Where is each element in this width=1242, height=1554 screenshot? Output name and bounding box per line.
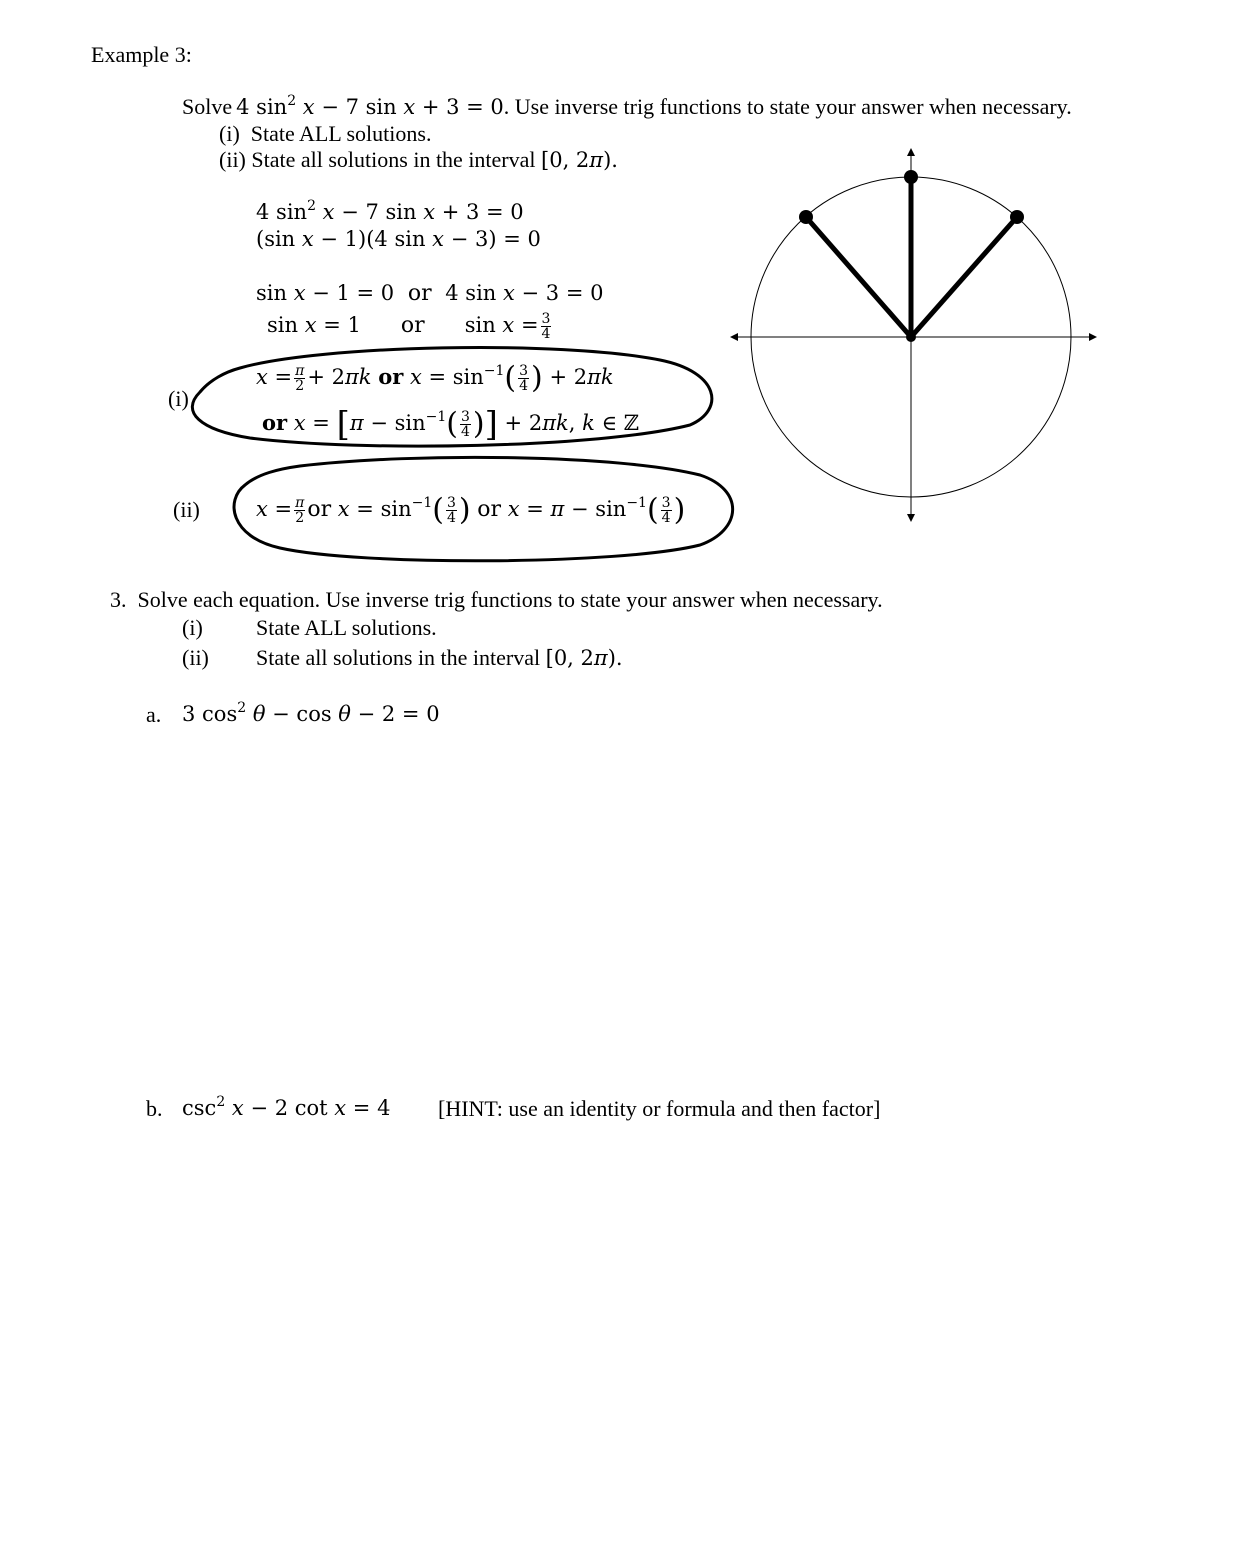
problem-a-label: a. xyxy=(146,702,162,727)
problem-3-part-i-text: State ALL solutions. xyxy=(256,615,437,640)
work-line-4: sin x = 1 or sin x = $\frac{3}{4}$ xyxy=(267,311,551,342)
main-equation: 4 $\sin^2 x - 7$ sin x + 3 = 0 xyxy=(236,93,504,119)
solve-word: Solve xyxy=(182,94,233,119)
answer-i-row-2: or $x = [\pi - \sin^{-1}$( $\frac{3}{4}$ )] + 2πk, k ∈ ℤ xyxy=(262,404,640,445)
problem-number: 3. xyxy=(110,587,127,612)
x-axis-right-arrow xyxy=(1089,333,1097,341)
unit-circle-diagram xyxy=(720,140,1120,540)
part-label: (ii) xyxy=(219,147,246,172)
answer-ii-ellipse xyxy=(234,457,733,560)
problem-b-label: b. xyxy=(146,1096,163,1121)
answer-ii-row: x = $\frac{\pi}{2}$ or $x = \sin^{-1}$( $\frac{3}{4}$ ) or $x = \pi - \sin^{-1}$( $\frac{3}{4}$ ) xyxy=(256,492,686,528)
answer-i-row-1: x = $\frac{\pi}{2}$ + 2πk or $x = \sin^{-1}$( $\frac{3}{4}$ ) + 2πk xyxy=(256,360,614,396)
example-heading: Example 3: xyxy=(91,42,192,67)
point-left xyxy=(799,210,813,224)
problem-3-heading xyxy=(110,587,883,613)
problem-a-equation: 3 $\cos^2 \theta - \cos \theta - 2 = 0$ xyxy=(182,700,440,726)
answer-i-label: (i) xyxy=(168,386,189,411)
point-right xyxy=(1010,210,1024,224)
radius-arcsin-right xyxy=(911,217,1017,337)
problem-b-hint: [HINT: use an identity or formula and then factor] xyxy=(438,1096,881,1121)
origin-point xyxy=(906,332,916,342)
problem-b-equation: $\csc^2 x - 2$ cot x = 4 xyxy=(182,1094,391,1120)
fraction-numerator: 3 xyxy=(541,311,551,327)
y-axis-down-arrow xyxy=(907,514,915,522)
part-label: (i) xyxy=(219,121,240,146)
problem-3-part-ii-text: State all solutions in the interval [0, 2π). xyxy=(256,645,623,670)
y-axis-up-arrow xyxy=(907,148,915,156)
fraction-denominator: 4 xyxy=(541,326,551,342)
problem-3-part-ii-label: (ii) xyxy=(182,645,209,670)
part-text: State all solutions in the interval [0, 2π). xyxy=(251,147,618,172)
problem-3-part-i-label: (i) xyxy=(182,615,203,640)
radius-arcsin-left xyxy=(806,217,911,337)
part-text: State ALL solutions. xyxy=(250,121,432,146)
answer-i-ellipse xyxy=(192,348,712,447)
problem-instruction: Solve each equation. Use inverse trig functions to state your answer when necessary. xyxy=(137,587,883,612)
work-line-3: sin x − 1 = 0 or 4 sin x − 3 = 0 xyxy=(256,281,604,306)
point-top xyxy=(904,170,918,184)
work-line-1: 4 $\sin^2 x - 7$ sin x + 3 = 0 xyxy=(256,198,524,224)
x-axis-left-arrow xyxy=(730,333,738,341)
answer-ii-label: (ii) xyxy=(173,497,200,522)
work-line-2: (sin x − 1)(4 sin x − 3) = 0 xyxy=(256,227,541,251)
instruction-text: . Use inverse trig functions to state your answer when necessary. xyxy=(503,94,1072,119)
